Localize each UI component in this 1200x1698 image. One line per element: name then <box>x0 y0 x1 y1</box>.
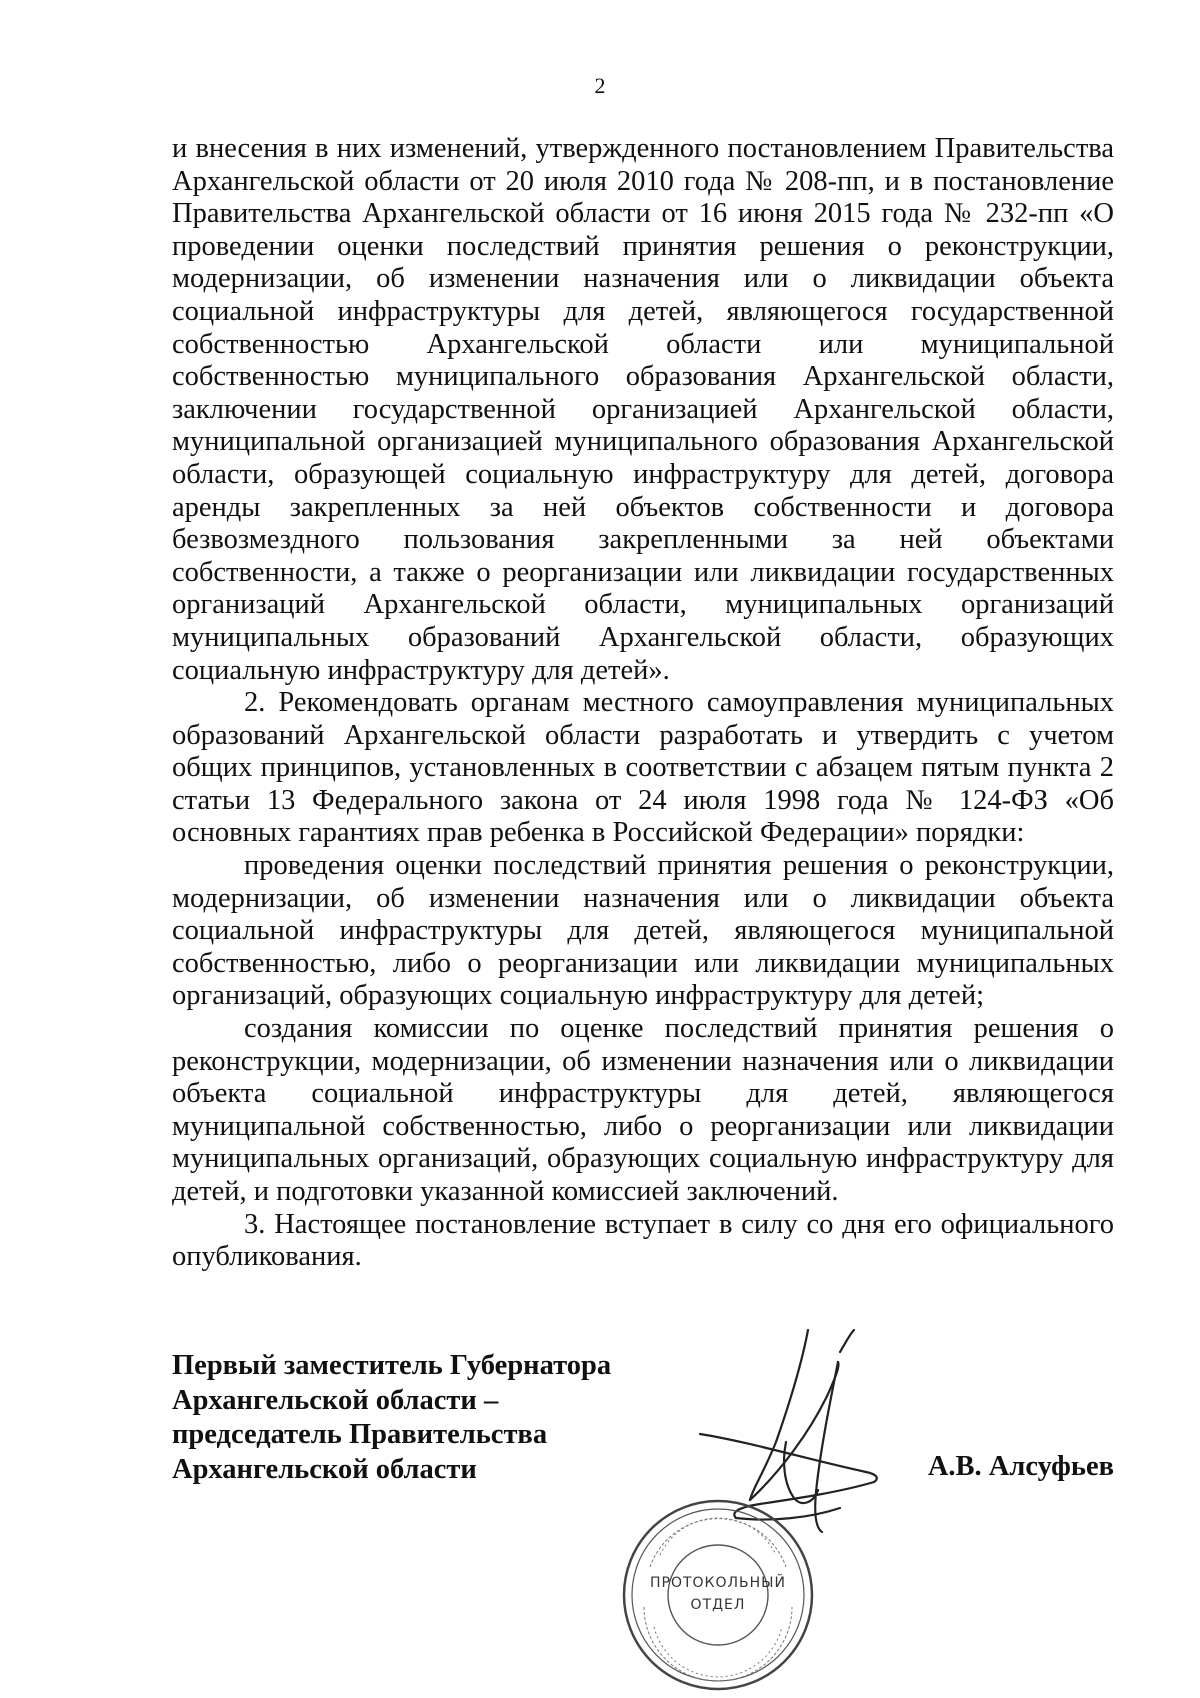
paragraph-item-3: 3. Настоящее постановление вступает в силу со дня его официального опубликования. <box>172 1208 1114 1273</box>
paragraph-commission-procedure: создания комиссии по оценке последствий принятия решения о реконструкции, модернизации, об изменении назначения или о ликвидации объекта социальной инфраструктуры для детей, являющегося муниципальной собственностью, либо о реорганизации или ликвидации муниципальных организаций, образующих социальную инфраструктуру для детей, и подготовки указанной комиссией заключений. <box>172 1013 1114 1207</box>
paragraph-item-2: 2. Рекомендовать органам местного самоуправления муниципальных образований Архангельской области разработать и утвердить с учетом общих принципов, установленных в соответствии с абзацем пятым пункта 2 статьи 13 Федерального закона от 24 июля 1998 года № 124-ФЗ «Об основных гарантиях прав ребенка в Российской Федерации» порядки: <box>172 687 1114 849</box>
signatory-title <box>172 1349 611 1487</box>
signatory-title-line: Первый заместитель Губернатора <box>172 1350 612 1381</box>
signatory-title-line: председатель Правительства <box>172 1419 548 1450</box>
signatory-title-line: Архангельской области <box>172 1453 477 1485</box>
paragraph-assessment-procedure: проведения оценки последствий принятия решения о реконструкции, модернизации, об изменении назначения или о ликвидации объекта социальной инфраструктуры для детей, являющегося муниципальной собственностью, либо о реорганизации или ликвидации муниципальных организаций, образующих социальную инфраструктуру для детей; <box>172 850 1114 1012</box>
signatory-name: А.В. Алсуфьев <box>927 1451 1114 1482</box>
seal-stamp <box>620 1497 816 1693</box>
stamp-text-line: ОТДЕЛ <box>690 1597 746 1613</box>
paragraph-continuation: и внесения в них изменений, утвержденного постановлением Правительства Архангельской области от 20 июля 2010 года № 208-пп, и в постановление Правительства Архангельской области от 16 июня 2015 года № 232-пп «О проведении оценки последствий принятия решения о реконструкции, модернизации, об изменении назначения или о ликвидации объекта социальной инфраструктуры для детей, являющегося государственной собственностью Архангельской области или муниципальной собственностью муниципального образования Архангельской области, заключении государственной организацией Архангельской области, муниципальной организацией муниципального образования Архангельской области, образующей социальную инфраструктуру для детей, договора аренды закрепленных за ней объектов собственности и договора безвозмездного пользования закрепленными за ней объектами собственности, а также о реорганизации или ликвидации государственных организаций Архангельской области, муниципальных организаций муниципальных образований Архангельской области, образующих социальную инфраструктуру для детей». <box>172 133 1114 686</box>
document-body <box>172 133 1114 1274</box>
page-number: 2 <box>594 73 606 98</box>
seal-stamp-circle <box>620 1497 816 1693</box>
signatory-title-line: Архангельской области – <box>172 1384 499 1416</box>
stamp-text-line: ПРОТОКОЛЬНЫЙ <box>649 1575 786 1591</box>
